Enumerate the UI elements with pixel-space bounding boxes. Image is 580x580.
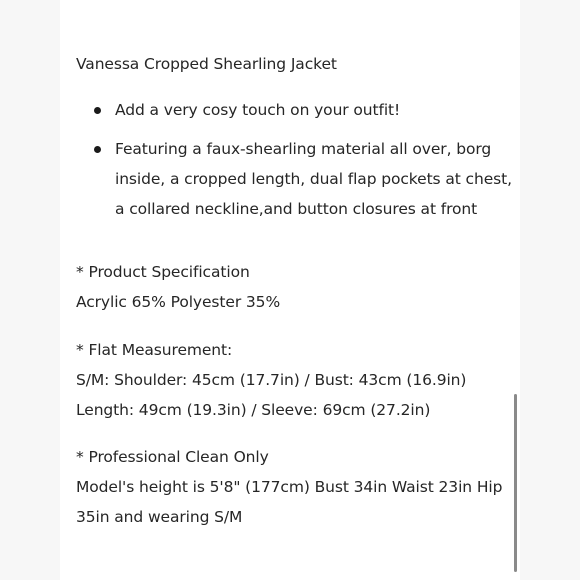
measurement-heading: * Flat Measurement: [76, 341, 233, 359]
care-heading: * Professional Clean Only [76, 448, 269, 466]
bullet-dot [94, 146, 101, 153]
measurement-line-1: S/M: Shoulder: 45cm (17.7in) / Bust: 43cm (16.9in) [76, 371, 467, 389]
bullet-dot [94, 107, 101, 114]
bullet-1-line-1: Add a very cosy touch on your outfit! [115, 101, 401, 119]
measurement-line-2: Length: 49cm (19.3in) / Sleeve: 69cm (27.2in) [76, 401, 431, 419]
model-info-line-2: 35in and wearing S/M [76, 508, 243, 526]
bullet-2-line-3: a collared neckline,and button closures at front [115, 200, 478, 218]
product-title: Vanessa Cropped Shearling Jacket [76, 55, 337, 73]
vertical-scrollbar[interactable] [514, 394, 517, 572]
model-info-line-1: Model's height is 5'8" (177cm) Bust 34in Waist 23in Hip [76, 478, 503, 496]
spec-heading: * Product Specification [76, 263, 250, 281]
bullet-2-line-1: Featuring a faux-shearling material all over, borg [115, 140, 492, 158]
spec-material: Acrylic 65% Polyester 35% [76, 293, 281, 311]
bullet-2-line-2: inside, a cropped length, dual flap pockets at chest, [115, 170, 512, 188]
